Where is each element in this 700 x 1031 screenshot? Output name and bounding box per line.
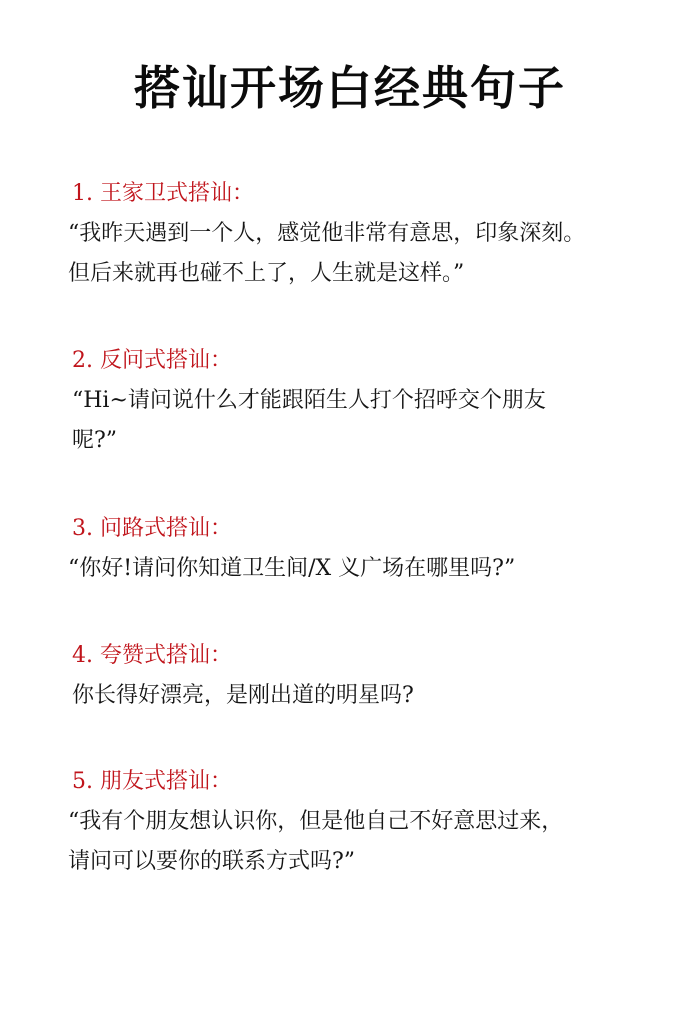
section-5-line-2: 请问可以要你的联系方式吗?”: [68, 849, 356, 874]
section-1: [68, 178, 672, 294]
section-4: [72, 640, 672, 716]
section-5: [68, 766, 672, 882]
section-2-line-2: 呢?”: [72, 428, 118, 453]
section-1-heading: 1. 王家卫式搭讪：: [72, 181, 254, 206]
section-5-line-1: “我有个朋友想认识你，但是他自己不好意思过来，: [68, 809, 564, 834]
section-5-body: [68, 802, 672, 882]
page-title: 搭讪开场白经典句子: [134, 61, 566, 115]
section-2-heading: 2. 反问式搭讪：: [72, 348, 232, 373]
section-1-line-2: 但后来就再也碰不上了，人生就是这样。”: [68, 261, 465, 286]
section-4-body: [72, 676, 672, 716]
section-5-heading: 5. 朋友式搭讪：: [72, 769, 232, 794]
section-4-heading: 4. 夸赞式搭讪：: [72, 643, 232, 668]
section-3: [68, 513, 672, 589]
section-2-line-1: “Hi~请问说什么才能跟陌生人打个招呼交个朋友: [72, 388, 546, 413]
section-1-body: [68, 214, 672, 294]
section-2: [72, 345, 672, 461]
section-3-heading: 3. 问路式搭讪：: [72, 516, 232, 541]
section-1-line-1: “我昨天遇到一个人，感觉他非常有意思，印象深刻。: [68, 221, 586, 246]
section-3-line-1: “你好!请问你知道卫生间/X 义广场在哪里吗?”: [68, 556, 516, 581]
section-2-body: [72, 381, 672, 461]
section-4-line-1: 你长得好漂亮，是刚出道的明星吗?: [72, 683, 414, 708]
section-3-body: [68, 549, 672, 589]
